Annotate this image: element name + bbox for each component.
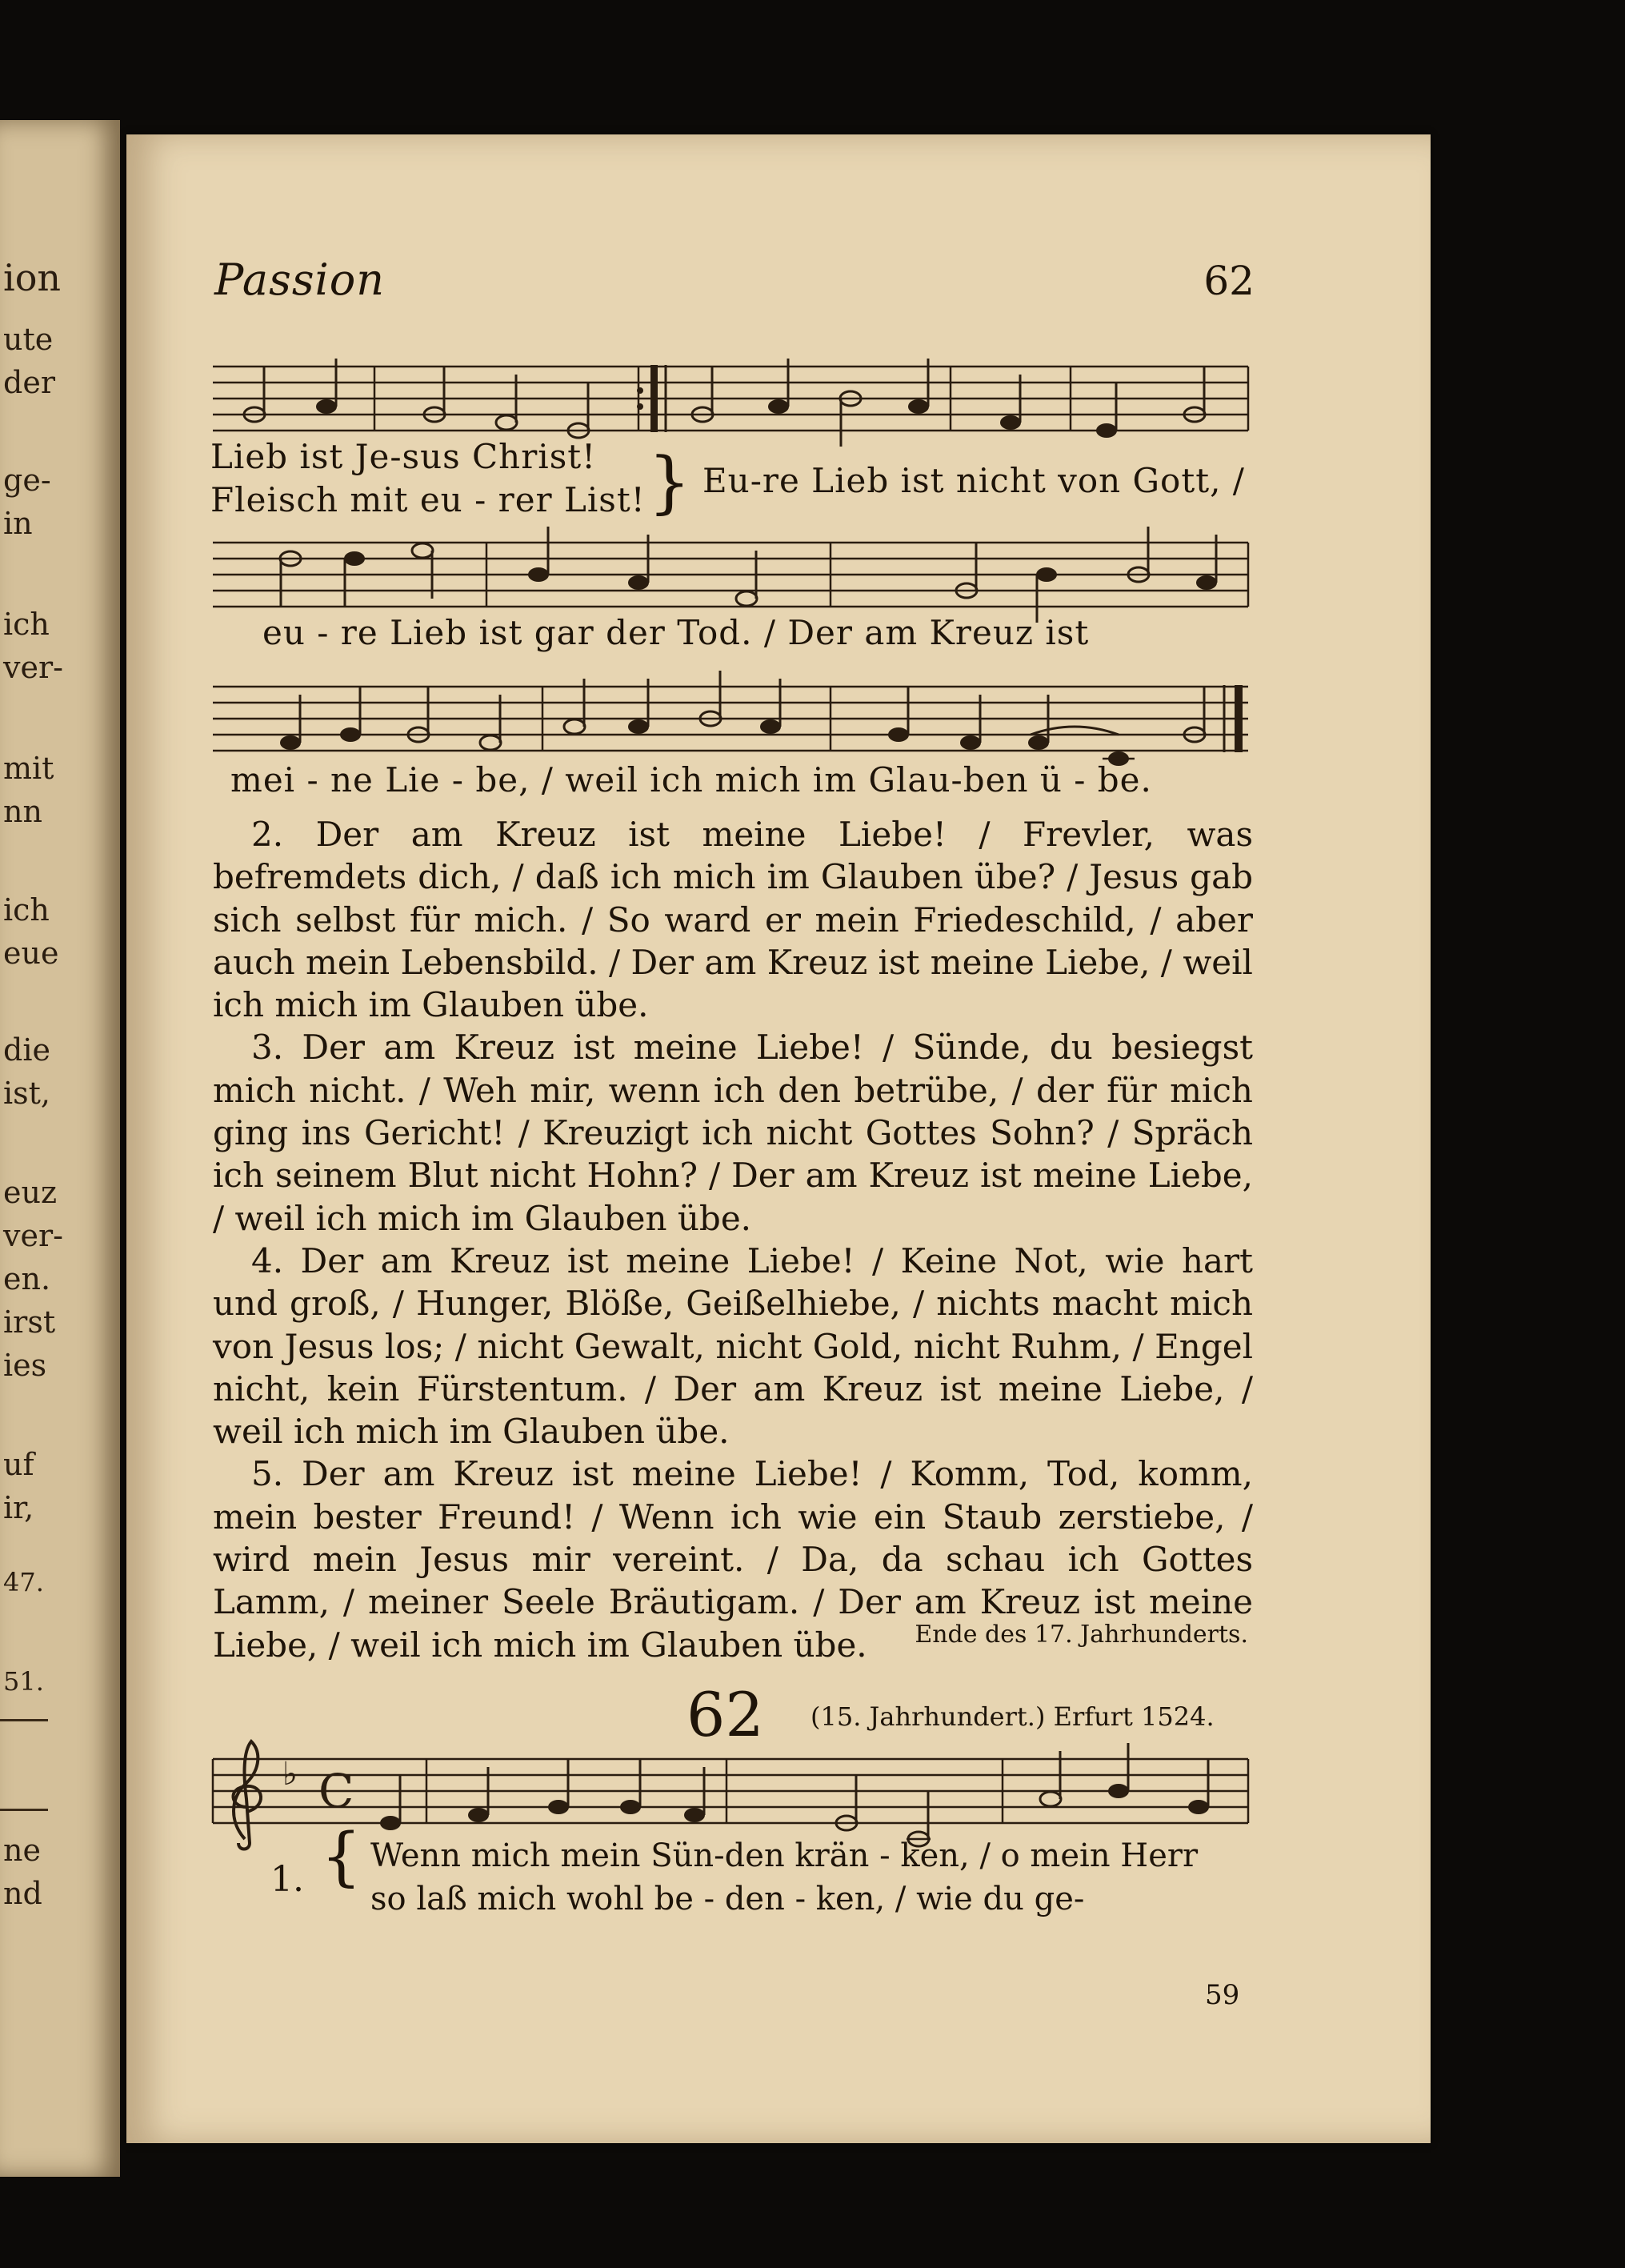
verse-2: 2. Der am Kreuz ist meine Liebe! / Frevler, was befremdets dich, / daß ich mich im Glauben übe? / Jesus gab sich selbst für mich. / So ward er mein Friedeschild, / aber auch mein Lebensbild. / Der am Kreuz ist meine Liebe, / weil ich mich im Glauben übe. [213,815,1253,1025]
next-hymn-origin: (15. Jahrhundert.) Erfurt 1524. [810,1701,1215,1732]
previous-page-edge [0,120,120,2177]
lyric-row-1a: Lieb ist Je-sus Christ! [210,437,597,476]
next-hymn-line-2: so laß mich wohl be - den - ken, / wie du ge- [370,1881,1085,1917]
left-fragment: 51. [3,1666,44,1697]
left-fragment: ich [3,892,50,928]
hymnal-page [126,134,1431,2143]
left-fragment: der [3,365,55,400]
music-staff-row-3 [126,671,1431,767]
source-attribution: Ende des 17. Jahrhunderts. [915,1621,1248,1649]
lyric-row-2: eu - re Lieb ist gar der Tod. / Der am Kreuz ist [262,613,1090,652]
lyric-row-3: mei - ne Lie - be, / weil ich mich im Glau-ben ü - be. [230,760,1152,799]
left-fragment: ies [3,1348,47,1383]
left-fragment: nd [3,1876,42,1911]
left-fragment: ich [3,607,50,642]
left-fragment: irst [3,1304,56,1340]
left-rule [0,1719,48,1721]
lyric-brace-next: { [321,1819,362,1893]
verse-5: 5. Der am Kreuz ist meine Liebe! / Komm, Tod, komm, mein bester Freund! / Wenn ich wie ein Staub zerstiebe, / wird mein Jesus mir vereint. / Da, da schau ich Gottes Lamm, / meiner Seele Bräutigam. / Der am Kreuz ist meine Liebe, / weil ich mich im Glauben übe. [213,1454,1253,1665]
section-title: Passion [214,254,386,305]
verses-block [213,813,1253,1666]
left-fragment: ver- [3,1218,63,1253]
music-staff-row-2 [126,527,1431,623]
left-fragment: en. [3,1261,51,1296]
left-fragment: ver- [3,650,63,685]
left-fragment: eue [3,936,59,971]
hymn-number: 62 [1203,258,1255,304]
left-fragment: mit [3,751,54,786]
left-fragment: die [3,1032,50,1068]
svg-text:♭: ♭ [282,1756,298,1793]
verse-3: 3. Der am Kreuz ist meine Liebe! / Sünde, du besiegst mich nicht. / Weh mir, wenn ich den betrübe, / der für mich ging ins Gericht! / Kreuzigt ich nicht Gottes Sohn? / Spräch ich seinem Blut nicht Hohn? / Der am Kreuz ist meine Liebe, / weil ich mich im Glauben übe. [213,1028,1253,1238]
svg-text:C: C [318,1764,354,1818]
left-fragment: in [3,506,33,541]
music-staff-row-1 [126,351,1431,447]
footer-page-number: 59 [1205,1979,1240,2011]
verse-4: 4. Der am Kreuz ist meine Liebe! / Keine Not, wie hart und groß, / Hunger, Blöße, Geißelhiebe, / nichts macht mich von Jesus los; / nicht Gewalt, nicht Gold, nicht Ruhm, / Engel nicht, kein Fürstentum. / Der am Kreuz ist meine Liebe, / weil ich mich im Glauben übe. [213,1240,1253,1452]
lyric-row-1c: Eu-re Lieb ist nicht von Gott, / [702,461,1245,500]
lyric-brace: } [648,443,692,521]
page-header [214,254,1255,319]
next-hymn-number: 62 [686,1679,764,1750]
left-fragment: ge- [3,463,51,498]
left-fragment: nn [3,794,42,829]
left-rule [0,1809,48,1811]
left-fragment: ist, [3,1076,51,1111]
next-hymn-verse-number: 1. [270,1859,304,1900]
next-hymn-line-1: Wenn mich mein Sün-den krän - ken, / o mein Herr [370,1837,1199,1874]
lyric-row-1b: Fleisch mit eu - rer List! [210,480,646,519]
left-fragment: ion [3,256,62,299]
left-fragment: ir, [3,1490,34,1525]
left-fragment: ute [3,322,54,357]
left-fragment: uf [3,1447,34,1482]
left-fragment: euz [3,1175,57,1210]
left-fragment: 47. [3,1567,44,1597]
left-fragment: ne [3,1833,41,1868]
